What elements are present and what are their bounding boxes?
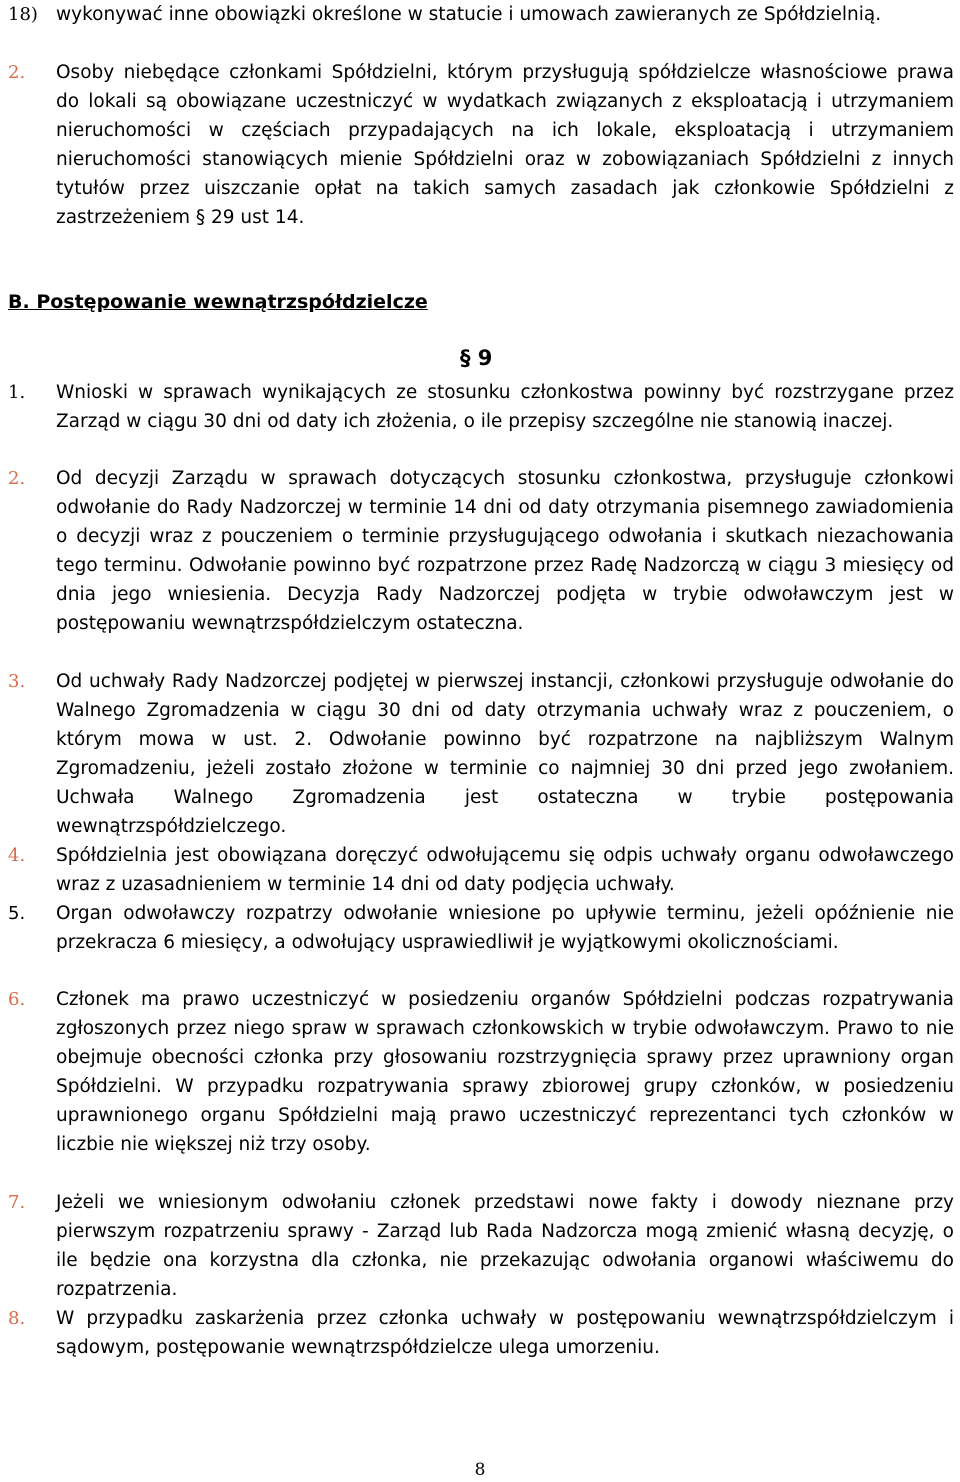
- list-item: [8, 58, 954, 232]
- list-item-text: Osoby niebędące członkami Spółdzielni, którym przysługują spółdzielcze własnościowe prawa do lokali są obowiązane uczestniczyć w wydatkach związanych z eksploatacją i utrzymaniem nieruchomości w częściach przypadających na ich lokale, eksploatacją i utrzymaniem nieruchomości stanowiących mienie Spółdzielni oraz w zobowiązaniach Spółdzielni z innych tytułów przez uiszczanie opłat na takich samych zasadach jak członkowie Spółdzielni z zastrzeżeniem § 29 ust 14.: [56, 62, 954, 228]
- list-item: [8, 985, 954, 1159]
- page-number: 8: [474, 1460, 486, 1480]
- list-item-text: Członek ma prawo uczestniczyć w posiedzeniu organów Spółdzielni podczas rozpatrywania zgłoszonych przez niego spraw w sprawach członkowskich w trybie odwoławczym. Prawo to nie obejmuje obecności członka przy głosowaniu rozstrzygnięcia sprawy przez uprawniony organ Spółdzielni. W przypadku rozpatrywania sprawy zbiorowej grupy członków, w posiedzeniu uprawnionego organu Spółdzielni mają prawo uczestniczyć reprezentanci tych członków w liczbie nie większej niż trzy osoby.: [56, 989, 954, 1155]
- list-item-text: wykonywać inne obowiązki określone w statucie i umowach zawieranych ze Spółdzielnią.: [56, 4, 882, 25]
- list-item-number: 8.: [8, 1308, 26, 1329]
- list-item-text: Od decyzji Zarządu w sprawach dotyczących stosunku członkostwa, przysługuje członkowi odwołanie do Rady Nadzorczej w terminie 14 dni od daty otrzymania pisemnego zawiadomienia o decyzji wraz z pouczeniem o terminie przysługującego odwołania i skutkach niezachowania tego terminu. Odwołanie powinno być rozpatrzone przez Radę Nadzorczą w ciągu 3 miesięcy od dnia jego wniesienia. Decyzja Rady Nadzorczej podjęta w trybie odwoławczym jest w postępowaniu wewnątrzspółdzielczym ostateczna.: [56, 468, 954, 634]
- list-item-number: 2.: [8, 468, 26, 489]
- list-item: [8, 378, 954, 436]
- list-item: [8, 667, 954, 841]
- list-item-number: 3.: [8, 671, 26, 692]
- list-item-text: Wnioski w sprawach wynikających ze stosunku członkostwa powinny być rozstrzygane przez Zarząd w ciągu 30 dni od daty ich złożenia, o ile przepisy szczególne nie stanowią inaczej.: [56, 382, 954, 432]
- list-item: [8, 1304, 954, 1362]
- section-heading: B. Postępowanie wewnątrzspółdzielcze: [8, 291, 428, 313]
- list-item-number: 5.: [8, 903, 26, 924]
- list-item: [8, 899, 954, 957]
- list-item: [8, 1188, 954, 1304]
- list-item-text: Jeżeli we wniesionym odwołaniu członek przedstawi nowe fakty i dowody nieznane przy pierwszym rozpatrzeniu sprawy - Zarząd lub Rada Nadzorcza mogą zmienić własną decyzję, o ile będzie ona korzystna dla członka, nie przekazując odwołania organowi właściwemu do rozpatrzenia.: [56, 1192, 954, 1300]
- list-item: [8, 841, 954, 899]
- list-item-text: Od uchwały Rady Nadzorczej podjętej w pierwszej instancji, członkowi przysługuje odwołanie do Walnego Zgromadzenia w ciągu 30 dni od daty otrzymania uchwały wraz z pouczeniem, o którym mowa w ust. 2. Odwołanie powinno być rozpatrzone na najbliższym Walnym Zgromadzeniu, jeżeli zostało złożone w terminie co najmniej 30 dni przed jego zwołaniem. Uchwała Walnego Zgromadzenia jest ostateczna w trybie postępowania wewnątrzspółdzielczego.: [56, 671, 954, 837]
- list-item-number: 2.: [8, 62, 26, 83]
- list-item-number: 4.: [8, 845, 26, 866]
- list-item: [8, 464, 954, 638]
- list-item-number: 1.: [8, 382, 26, 403]
- list-item-number: 6.: [8, 989, 26, 1010]
- list-item-text: Organ odwoławczy rozpatrzy odwołanie wniesione po upływie terminu, jeżeli opóźnienie nie przekracza 6 miesięcy, a odwołujący usprawiedliwił je wyjątkowymi okolicznościami.: [56, 903, 954, 953]
- list-item: [8, 0, 954, 29]
- list-item-text: W przypadku zaskarżenia przez członka uchwały w postępowaniu wewnątrzspółdzielczym i sądowym, postępowanie wewnątrzspółdzielcze ulega umorzeniu.: [56, 1308, 954, 1358]
- paragraph-sign: § 9: [460, 346, 493, 370]
- list-item-text: Spółdzielnia jest obowiązana doręczyć odwołującemu się odpis uchwały organu odwoławczego wraz z uzasadnieniem w terminie 14 dni od daty podjęcia uchwały.: [56, 845, 954, 895]
- list-item-number: 7.: [8, 1192, 26, 1213]
- list-item-number: 18): [8, 4, 38, 25]
